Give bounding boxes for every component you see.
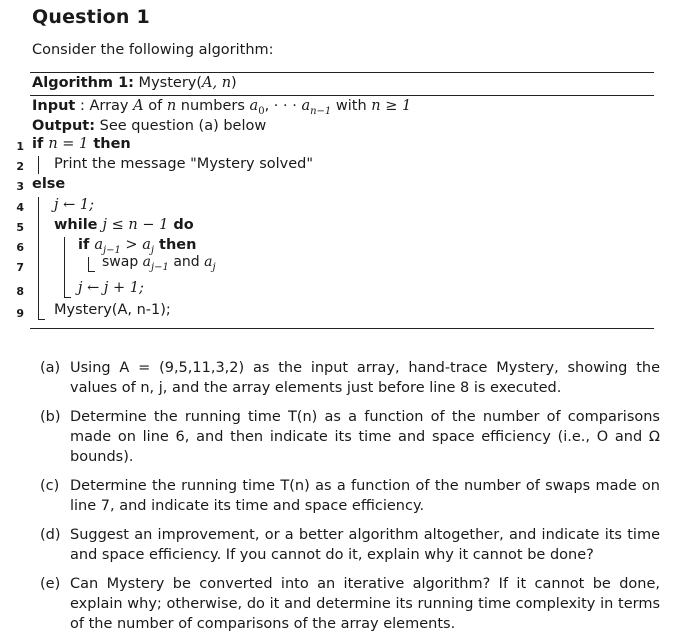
line-number: 8: [16, 285, 24, 298]
algorithm-header-rule: [30, 95, 654, 96]
code-line-9: Mystery(A, n-1);: [54, 302, 171, 318]
code-math: j ← j + 1;: [78, 280, 144, 296]
code-line-5: [54, 217, 194, 233]
line-number: 1: [16, 140, 24, 153]
question-part-e: [40, 574, 660, 634]
code-line-8: [78, 280, 144, 296]
input-text: numbers: [176, 98, 250, 114]
input-var-an: a: [301, 98, 311, 114]
input-sub: n−1: [310, 105, 332, 117]
code-math: a: [204, 254, 213, 270]
line-number: 3: [16, 180, 24, 193]
keyword-then: then: [153, 237, 197, 253]
code-math: n = 1: [48, 136, 89, 152]
keyword-if: if: [78, 237, 95, 253]
question-part-a: [40, 358, 660, 398]
input-var-n: n: [166, 98, 177, 114]
part-label: (b): [40, 409, 61, 425]
algorithm-label: Algorithm 1:: [32, 75, 134, 91]
part-text: Suggest an improvement, or a better algorithm altogether, and indicate its time and space efficiency. If you cannot do it, explain why it cannot be done?: [70, 527, 660, 563]
line-number: 4: [16, 201, 24, 214]
code-sub: j−1: [102, 244, 121, 256]
block-bar: [38, 156, 39, 174]
keyword-then: then: [88, 136, 131, 152]
else-block-foot: [38, 319, 45, 320]
question-parts: [40, 358, 660, 643]
keyword-while: while: [54, 217, 103, 233]
line-number: 7: [16, 261, 24, 274]
input-text: of: [143, 98, 167, 114]
input-var-a0: a: [249, 98, 259, 114]
question-part-d: [40, 525, 660, 565]
code-math: a: [94, 237, 103, 253]
output-text: See question (a) below: [95, 118, 267, 134]
input-condition: n ≥ 1: [371, 98, 412, 114]
code-text: and: [168, 254, 205, 270]
code-math: a: [142, 237, 151, 253]
part-text: Determine the running time T(n) as a function of the number of swaps made on line 7, and indicate its time and space efficiency.: [70, 478, 660, 514]
code-line-7: [102, 254, 216, 273]
part-label: (a): [40, 360, 61, 376]
code-text: swap: [102, 254, 143, 270]
code-math: j ≤ n − 1: [102, 217, 169, 233]
line-number: 2: [16, 160, 24, 173]
question-part-b: [40, 407, 660, 467]
question-intro: Consider the following algorithm:: [32, 42, 274, 58]
algorithm-close: ): [231, 75, 237, 91]
if-block-foot: [88, 271, 95, 272]
line-number: 5: [16, 221, 24, 234]
part-label: (e): [40, 576, 61, 592]
code-sub: j: [150, 244, 154, 256]
code-math: >: [120, 237, 143, 253]
question-part-c: [40, 476, 660, 516]
code-math: a: [142, 254, 152, 270]
part-text: Can Mystery be converted into an iterative algorithm? If it cannot be done, explain why; otherwise, do it and determine its running time complexity in terms of the number of comparisons of the array elements.: [70, 576, 660, 632]
line-number: 9: [16, 307, 24, 320]
code-line-4: [54, 197, 94, 213]
output-label: Output:: [32, 118, 96, 134]
else-block-bar: [38, 197, 39, 319]
code-sub: j: [212, 261, 216, 273]
question-title: Question 1: [32, 6, 150, 28]
part-text: Using A = (9,5,11,3,2) as the input array, hand-trace Mystery, showing the values of n, j, and the array elements just before line 8 is executed.: [70, 360, 660, 396]
code-math: j ← 1;: [54, 197, 94, 213]
input-text: with: [331, 98, 372, 114]
algorithm-name: Mystery(: [133, 75, 203, 91]
input-sub: 0: [258, 105, 265, 117]
algorithm-top-rule: [30, 72, 654, 73]
part-label: (c): [40, 478, 60, 494]
while-block-bar: [64, 237, 65, 297]
input-var-A: A: [133, 98, 144, 114]
code-line-2: Print the message "Mystery solved": [54, 156, 314, 172]
part-text: Determine the running time T(n) as a function of the number of comparisons made on line 6, and then indicate its time and space efficiency (i.e., O and Ω bounds).: [70, 409, 660, 465]
while-block-foot: [64, 297, 71, 298]
input-text: : Array: [75, 98, 134, 114]
line-number: 6: [16, 241, 24, 254]
keyword-if: if: [32, 136, 49, 152]
algorithm-input: [32, 98, 411, 117]
input-label: Input: [32, 98, 76, 114]
algorithm-args: A, n: [202, 75, 232, 91]
algorithm-header: [32, 75, 237, 91]
algorithm-output: [32, 118, 266, 134]
algorithm-bottom-rule: [30, 328, 654, 329]
code-line-1: [32, 136, 131, 152]
keyword-do: do: [168, 217, 194, 233]
if-block-bar: [88, 257, 89, 271]
code-sub: j−1: [151, 261, 169, 273]
input-dots: , · · ·: [264, 98, 302, 114]
code-line-3: else: [32, 176, 66, 192]
part-label: (d): [40, 527, 61, 543]
